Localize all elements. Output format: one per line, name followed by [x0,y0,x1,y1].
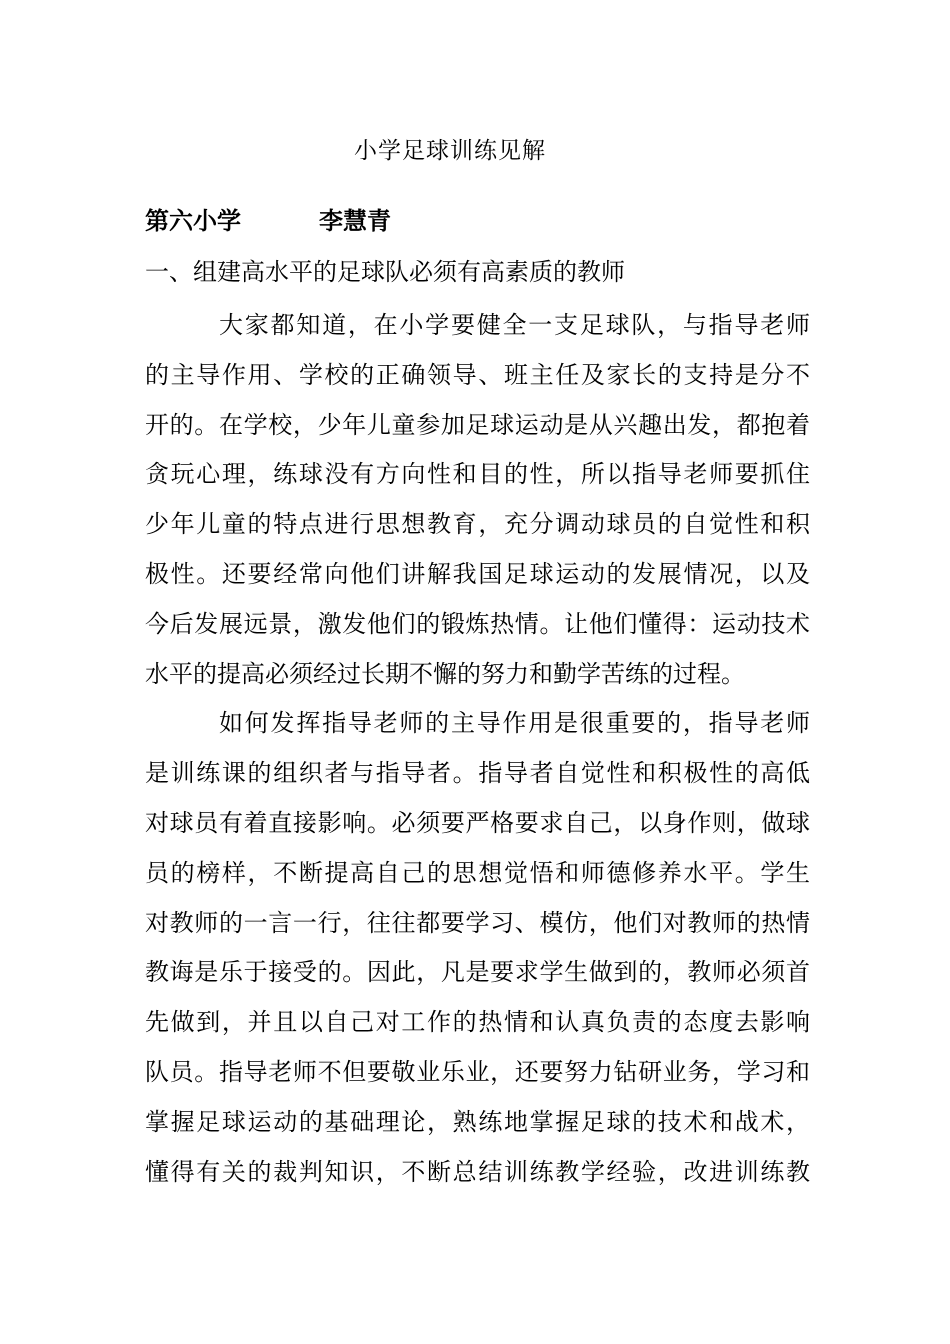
paragraph-line: 的主导作用、学校的正确领导、班主任及家长的支持是分不 [145,360,810,389]
paragraph-line: 员的榜样，不断提高自己的思想觉悟和师德修养水平。学生 [145,858,810,887]
paragraph-line: 先做到，并且以自己对工作的热情和认真负责的态度去影响 [145,1008,810,1037]
paragraph-line: 开的。在学校，少年儿童参加足球运动是从兴趣出发，都抱着 [145,410,810,439]
paragraph-line: 掌握足球运动的基础理论，熟练地掌握足球的技术和战术， [145,1107,810,1136]
paragraph-line: 队员。指导老师不但要敬业乐业，还要努力钻研业务，学习和 [145,1057,810,1086]
paragraph-line: 对教师的一言一行，往往都要学习、模仿，他们对教师的热情 [145,908,810,937]
paragraph-line: 大家都知道，在小学要健全一支足球队，与指导老师 [219,311,810,339]
paragraph-line: 水平的提高必须经过长期不懈的努力和勤学苦练的过程。 [145,659,745,688]
paragraph-line: 极性。还要经常向他们讲解我国足球运动的发展情况，以及 [145,559,810,588]
document-body [145,301,810,1197]
paragraph-line: 今后发展远景，激发他们的锻炼热情。让他们懂得：运动技术 [145,609,810,638]
author-name: 李慧青 [319,206,391,235]
paragraph-line: 如何发挥指导老师的主导作用是很重要的，指导老师 [219,709,810,738]
school-name: 第六小学 [145,206,241,235]
paragraph-line: 教诲是乐于接受的。因此，凡是要求学生做到的，教师必须首 [145,958,810,987]
paragraph-line: 懂得有关的裁判知识，不断总结训练教学经验，改进训练教 [145,1157,810,1186]
byline [145,203,391,239]
paragraph-2 [145,699,810,1197]
section-heading: 一、组建高水平的足球队必须有高素质的教师 [145,258,625,286]
paragraph-line: 少年儿童的特点进行思想教育，充分调动球员的自觉性和积 [145,510,810,539]
document-title: 小学足球训练见解 [354,138,546,164]
paragraph-line: 是训练课的组织者与指导者。指导者自觉性和积极性的高低 [145,759,810,788]
paragraph-line: 对球员有着直接影响。必须要严格要求自己，以身作则，做球 [145,808,810,837]
paragraph-1 [145,301,810,699]
paragraph-line: 贪玩心理，练球没有方向性和目的性，所以指导老师要抓住 [145,460,810,489]
